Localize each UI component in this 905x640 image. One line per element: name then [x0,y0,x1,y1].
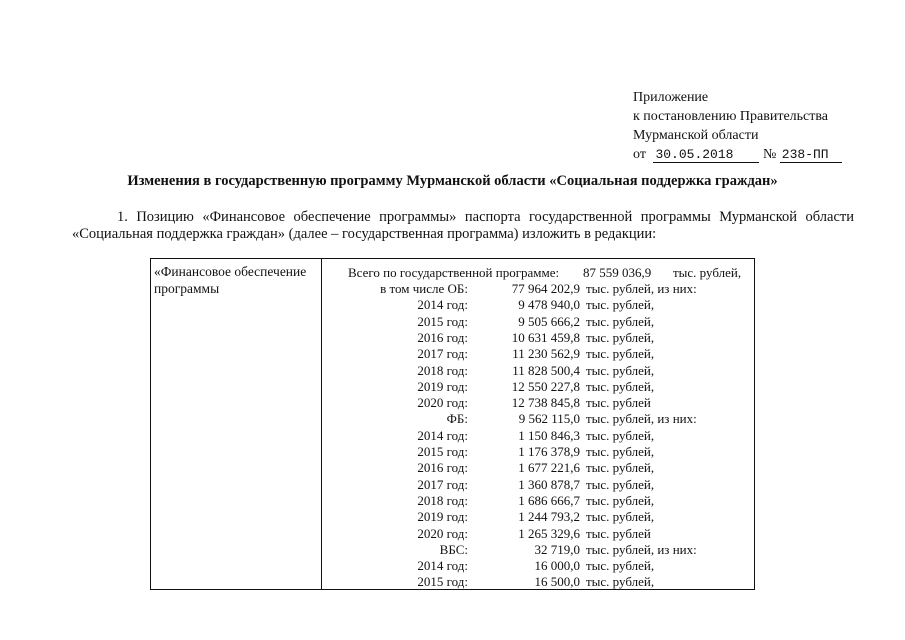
document-title: Изменения в государственную программу Мурманской области «Социальная поддержка граждан» [127,173,778,189]
table-row [330,493,750,509]
row-unit: тыс. рублей, [586,363,655,378]
resolution-date: 30.05.2018 [653,147,759,163]
table-row [330,330,750,346]
financing-label-line-1: «Финансовое обеспечение [154,264,307,279]
appendix-line-2: к постановлению Правительства [633,109,829,124]
row-label: 2019 год: [417,509,468,524]
row-unit: тыс. рублей, [586,346,655,361]
row-unit: тыс. рублей, [586,509,655,524]
table-row [330,363,750,379]
total-value: 87 559 036,9 [583,265,652,280]
row-label: 2014 год: [417,558,468,573]
table-row [330,411,750,427]
row-value: 77 964 202,9 [511,281,580,296]
table-row [330,574,750,590]
row-value: 32 719,0 [534,542,580,557]
row-label: 2016 год: [417,460,468,475]
row-unit: тыс. рублей, [586,314,655,329]
row-value: 1 360 878,7 [518,477,580,492]
appendix-line-3: Мурманской области [633,128,759,143]
row-unit: тыс. рублей, [586,444,655,459]
table-row [330,558,750,574]
row-unit: тыс. рублей, [586,330,655,345]
row-label: в том числе ОБ: [380,281,468,296]
row-unit: тыс. рублей, [586,574,655,589]
row-value: 1 244 793,2 [518,509,580,524]
table-column-divider [321,258,322,590]
row-value: 10 631 459,8 [511,330,580,345]
row-unit: тыс. рублей, [586,558,655,573]
table-row [330,346,750,362]
appendix-line-1: Приложение [633,90,709,105]
row-label: 2018 год: [417,493,468,508]
table-row [330,460,750,476]
row-value: 1 265 329,6 [518,526,580,541]
table-row [330,444,750,460]
row-value: 9 505 666,2 [518,314,580,329]
row-value: 12 738 845,8 [511,395,580,410]
row-label: 2020 год: [417,395,468,410]
row-label: 2014 год: [417,428,468,443]
row-unit: тыс. рублей, [586,493,655,508]
row-unit: тыс. рублей, [586,477,655,492]
appendix-date-number-line [633,145,842,164]
row-label: 2017 год: [417,477,468,492]
row-unit: тыс. рублей, [586,460,655,475]
row-unit: тыс. рублей, [586,297,655,312]
table-row [330,509,750,525]
table-row [330,477,750,493]
table-row [330,314,750,330]
row-value: 12 550 227,8 [511,379,580,394]
row-label: 2018 год: [417,363,468,378]
row-label: ФБ: [446,411,468,426]
table-row [330,379,750,395]
row-label: 2020 год: [417,526,468,541]
total-label: Всего по государственной программе: [348,265,560,280]
row-unit: тыс. рублей, из них: [586,542,697,557]
row-unit: тыс. рублей, из них: [586,411,697,426]
intro-paragraph-line-2: «Социальная поддержка граждан» (далее – государственная программа) изложить в редакции: [72,226,657,242]
row-label: 2017 год: [417,346,468,361]
table-row [330,542,750,558]
row-label: 2016 год: [417,330,468,345]
number-sign: № [762,147,777,162]
resolution-number: 238-ПП [780,147,842,163]
table-row [330,395,750,411]
row-label: 2019 год: [417,379,468,394]
row-label: 2015 год: [417,314,468,329]
date-prefix: от [633,147,646,162]
row-value: 1 150 846,3 [518,428,580,443]
row-value: 16 500,0 [534,574,580,589]
row-unit: тыс. рублей, из них: [586,281,697,296]
intro-paragraph-line-1: 1. Позицию «Финансовое обеспечение программы» паспорта государственной программы Мурманской области [117,209,854,225]
row-value: 1 176 378,9 [518,444,580,459]
row-label: ВБС: [439,542,468,557]
intro-paragraph [72,209,854,243]
row-value: 1 686 666,7 [518,493,580,508]
table-row [330,428,750,444]
financing-label-line-2: программы [154,281,220,296]
row-label: 2015 год: [417,444,468,459]
row-unit: тыс. рублей [586,395,651,410]
table-row [330,526,750,542]
table-row [330,281,750,297]
row-label: 2014 год: [417,297,468,312]
row-value: 9 478 940,0 [518,297,580,312]
row-label: 2015 год: [417,574,468,589]
row-unit: тыс. рублей, [586,379,655,394]
financing-position-label [154,263,306,297]
row-value: 1 677 221,6 [518,460,580,475]
row-value: 11 828 500,4 [512,363,580,378]
appendix-header [633,88,842,164]
table-row [330,297,750,313]
row-unit: тыс. рублей, [586,428,655,443]
row-unit: тыс. рублей [586,526,651,541]
row-value: 11 230 562,9 [512,346,580,361]
row-value: 16 000,0 [534,558,580,573]
row-value: 9 562 115,0 [518,411,580,426]
total-unit: тыс. рублей, [673,265,742,280]
